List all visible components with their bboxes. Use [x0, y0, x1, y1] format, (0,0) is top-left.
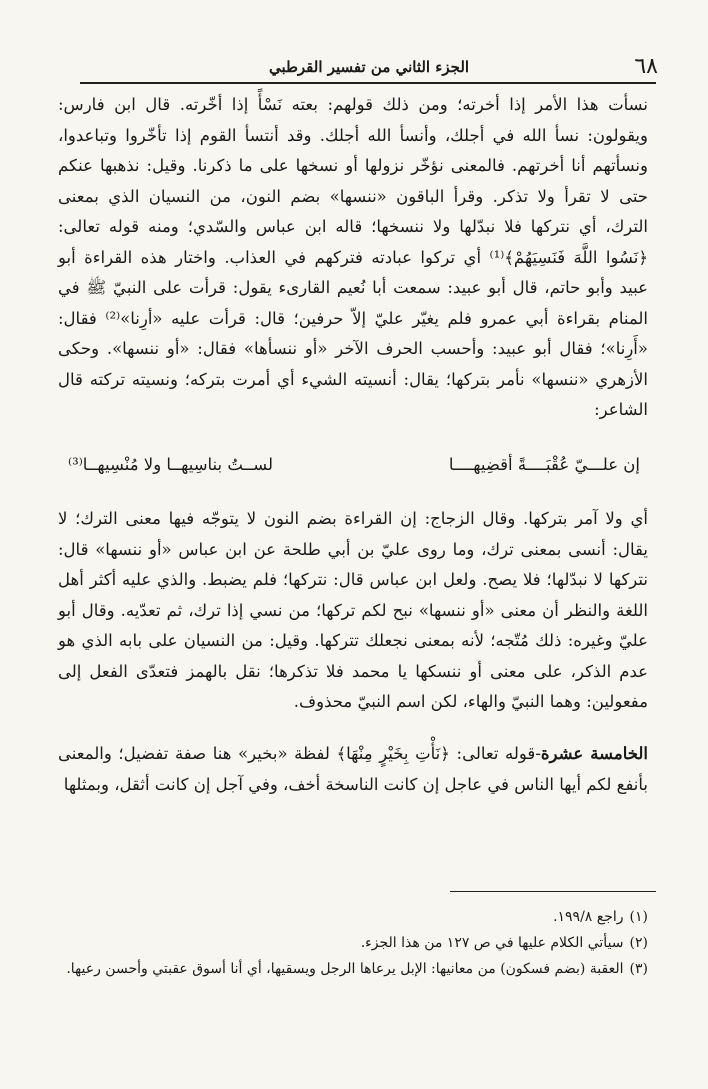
verse-first-hemistich: إن علـــيّ عُقْبَــــةً أقضِيهــــا: [448, 455, 640, 474]
footnote-rule: [450, 891, 656, 892]
page-header: [80, 52, 658, 80]
footnote-number: (١): [629, 909, 648, 925]
footnote-text: العقبة (بضم فسكون) من معانيها: الإبل يرعاها الرجل ويسقيها، أي أنا أسوق عقبتي وأحسن رعيها.: [66, 961, 624, 977]
footnote-number: (٣): [629, 961, 648, 977]
section-label: الخامسة عشرة: [540, 744, 648, 763]
paragraph-2: أي ولا آمر بتركها. وقال الزجاج: إن القراءة بضم النون لا يتوجّه فيها معنى الترك؛ لا يقال: أنسى بمعنى ترك، وما روى عليّ بن أبي طلحة عن ابن عباس «أو ننسها» قال: نتركها لا نبدّلها؛ فلا يصح. ولعل ابن عباس قال: نتركها؛ فلم يضبط. والذي عليه أكثر أهل اللغة والنظر أن معنى «أو ننسها» نبح لكم تركها؛ من نسي إذا ترك، ثم تعدّيه. وقال أبو عليّ وغيره: ذلك مُتّجه؛ لأنه بمعنى نجعلك تتركها. وقيل: من النسيان على بابه الذي هو عدم الذكر، على معنى أو ننسكها يا محمد فلا تذكرها؛ نقل بالهمز فتعدّى الفعل إلى مفعولين: وهما النبيّ والهاء، لكن اسم النبيّ محذوف.: [58, 509, 648, 711]
main-text-block-2: [58, 504, 648, 718]
main-text-block-3: [58, 738, 648, 800]
main-text-block-1: [58, 90, 648, 426]
running-title: الجزء الثاني من تفسير القرطبي: [268, 58, 470, 76]
footnote-number: (٢): [629, 935, 648, 951]
paragraph-3: [58, 738, 648, 800]
footnote-2: [60, 930, 648, 956]
footnote-text: سيأتي الكلام عليها في ص ١٢٧ من هذا الجزء.: [360, 935, 624, 951]
poetry-verse: [68, 450, 640, 480]
verse-second-hemistich: لســتُ بناسِيهــا ولا مُنْسِيهــا⁽³⁾: [68, 455, 273, 474]
footnote-text: راجع ١٩٩/٨.: [553, 909, 624, 925]
paragraph-1: نسأت هذا الأمر إذا أخرته؛ ومن ذلك قولهم: بعته نَسْأً إذا أخّرته. قال ابن فارس: ويقولون: نسأ الله في أجلك، وأنسأ الله أجلك. وقد أنتسأ القوم إذا تأخّروا وتباعدوا، ونسأتهم أنا أخرتهم. فالمعنى نؤخّر نزولها أو نسخها على ما ذكرنا. وقيل: نذهبها عنكم حتى لا تقرأ ولا تذكر. وقرأ الباقون «ننسها» بضم النون، من النسيان الذي بمعنى الترك، أي نتركها فلا نبدّلها ولا ننسخها؛ قاله ابن عباس والسّدي؛ ومنه قوله تعالى: ﴿نَسُوا اللَّهَ فَنَسِيَهُمْ﴾⁽¹⁾ أي تركوا عبادته فتركهم في العذاب. واختار هذه القراءة أبو عبيد وأبو حاتم، قال أبو عبيد: سمعت أبا نُعيم القارىء يقول: قرأت على النبيّ ﷺ في المنام بقراءة أبي عمرو فلم يغيّر عليّ إلاّ حرفين؛ قال: قرأت عليه «أرِنا»⁽²⁾ فقال: «أَرِنا»؛ فقال أبو عبيد: وأحسب الحرف الآخر «أو ننسأها» فقال: «أو ننسها». وحكى الأزهري «ننسها» نأمر بتركها؛ يقال: أنسيته الشيء أي أمرت بتركه؛ ونسيته تركته قال الشاعر:: [58, 95, 649, 419]
footnote-1: [60, 904, 648, 930]
page-number: ٦٨: [634, 54, 658, 79]
footnote-3: [60, 956, 648, 982]
paragraph-3-text: -قوله تعالى: ﴿نَأْتِ بِخَيْرٍ مِنْهَا﴾ لفظة «بخير» هنا صفة تفضيل؛ والمعنى بأنفع لكم أيها الناس في عاجل إن كانت الناسخة أخف، وفي آجل إن كانت أثقل، وبمثلها: [58, 744, 648, 794]
header-rule: [80, 82, 656, 84]
footnotes: [60, 904, 648, 982]
